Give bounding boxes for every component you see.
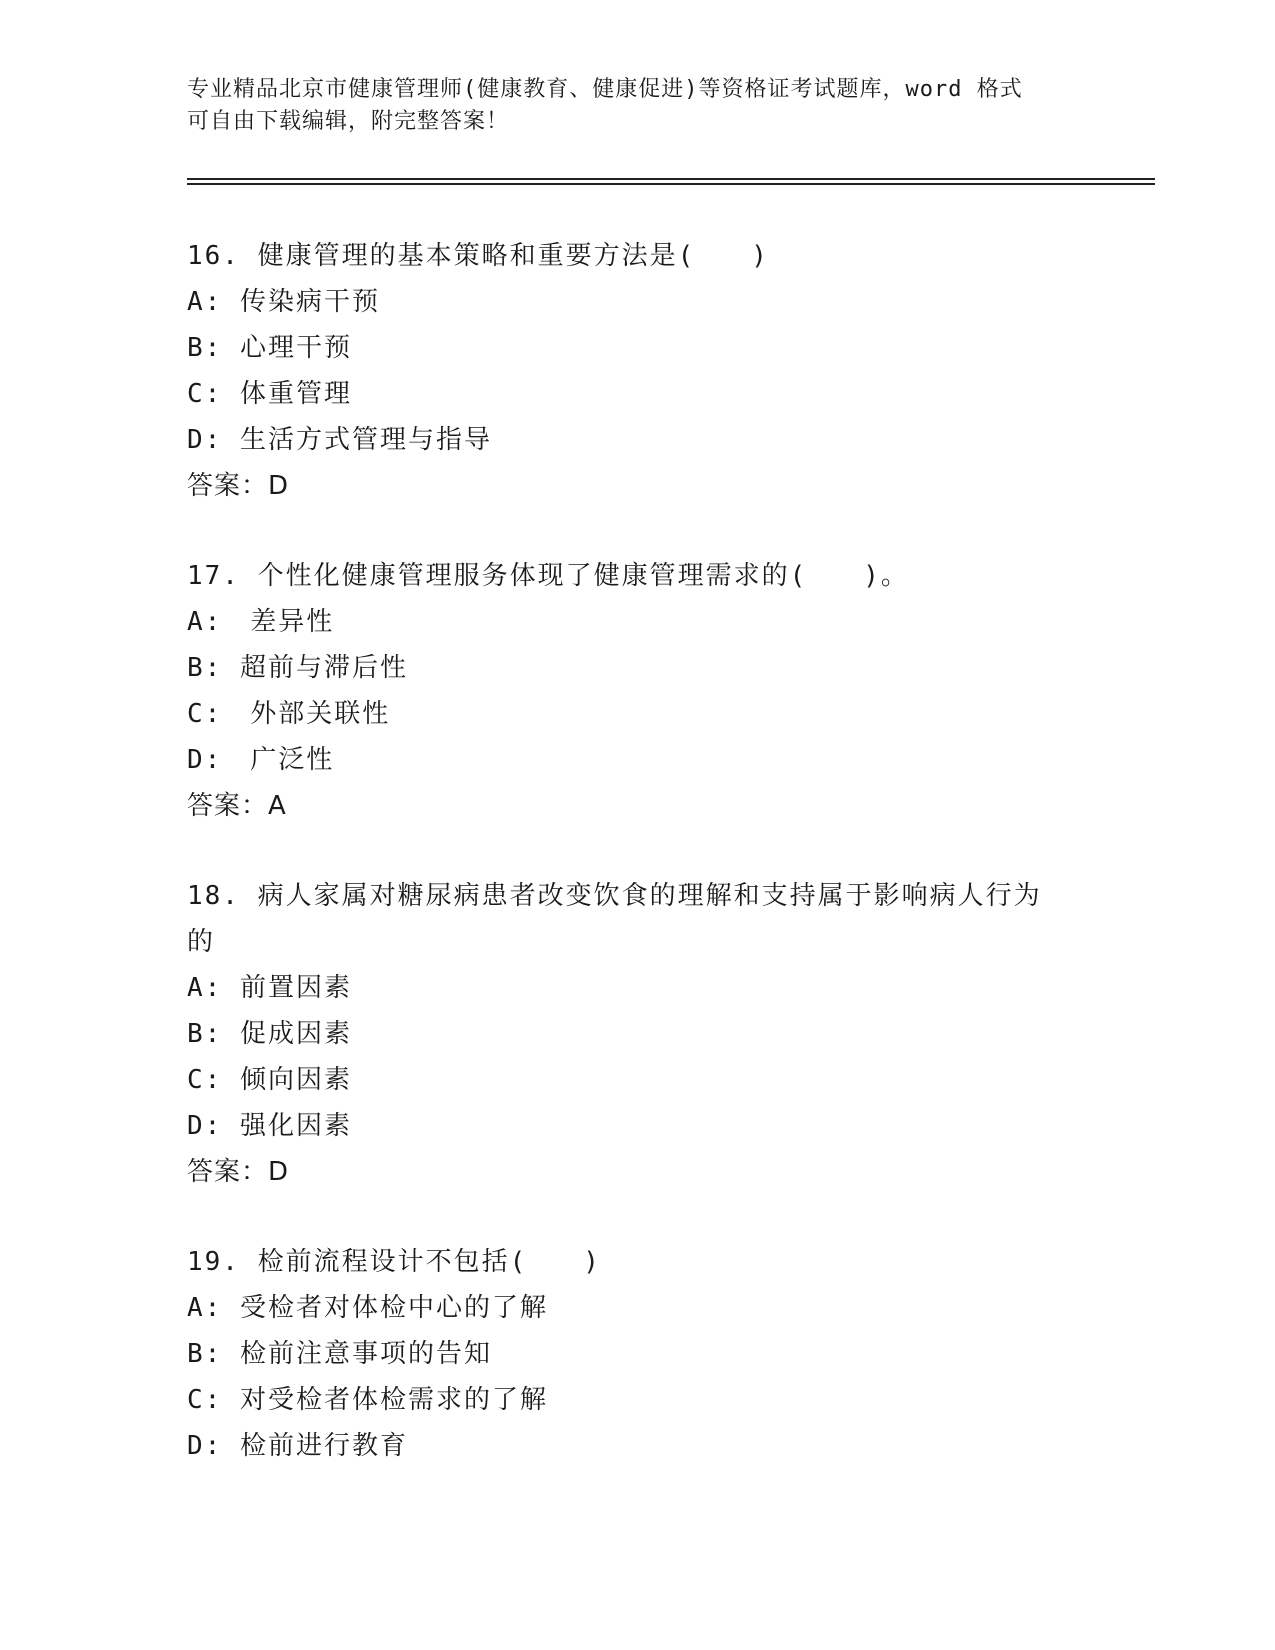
question-18 — [187, 873, 1067, 1195]
option-c: C: 倾向因素 — [187, 1065, 352, 1095]
option-b: B: 促成因素 — [187, 1019, 352, 1049]
question-17 — [187, 553, 1067, 829]
option-b: B: 超前与滞后性 — [187, 653, 408, 683]
option-b: B: 心理干预 — [187, 333, 352, 363]
question-stem: 18. 病人家属对糖尿病患者改变饮食的理解和支持属于影响病人行为的 — [187, 881, 1042, 957]
option-a: A: 传染病干预 — [187, 287, 380, 317]
answer: 答案：D — [187, 1157, 290, 1187]
question-stem: 16. 健康管理的基本策略和重要方法是( ) — [187, 241, 769, 271]
option-a: A: 受检者对体检中心的了解 — [187, 1293, 548, 1323]
question-16 — [187, 233, 1067, 509]
header-line-2: 可自由下载编辑，附完整答案！ — [187, 109, 510, 134]
option-a: A: 差异性 — [187, 607, 335, 637]
header-divider-top — [187, 178, 1155, 180]
header-divider-bottom — [187, 183, 1155, 185]
option-c: C: 体重管理 — [187, 379, 352, 409]
answer: 答案：A — [187, 791, 287, 821]
option-a: A: 前置因素 — [187, 973, 352, 1003]
question-stem: 19. 检前流程设计不包括( ) — [187, 1247, 601, 1277]
answer: 答案：D — [187, 471, 290, 501]
document-header — [187, 74, 1077, 138]
option-d: D: 检前进行教育 — [187, 1431, 408, 1461]
option-d: D: 广泛性 — [187, 745, 335, 775]
question-stem: 17. 个性化健康管理服务体现了健康管理需求的( )。 — [187, 561, 909, 591]
header-line-1: 专业精品北京市健康管理师(健康教育、健康促进)等资格证考试题库，word 格式 — [187, 77, 1023, 102]
option-c: C: 外部关联性 — [187, 699, 391, 729]
question-19 — [187, 1239, 1067, 1469]
option-d: D: 生活方式管理与指导 — [187, 425, 492, 455]
option-c: C: 对受检者体检需求的了解 — [187, 1385, 548, 1415]
option-d: D: 强化因素 — [187, 1111, 352, 1141]
option-b: B: 检前注意事项的告知 — [187, 1339, 492, 1369]
